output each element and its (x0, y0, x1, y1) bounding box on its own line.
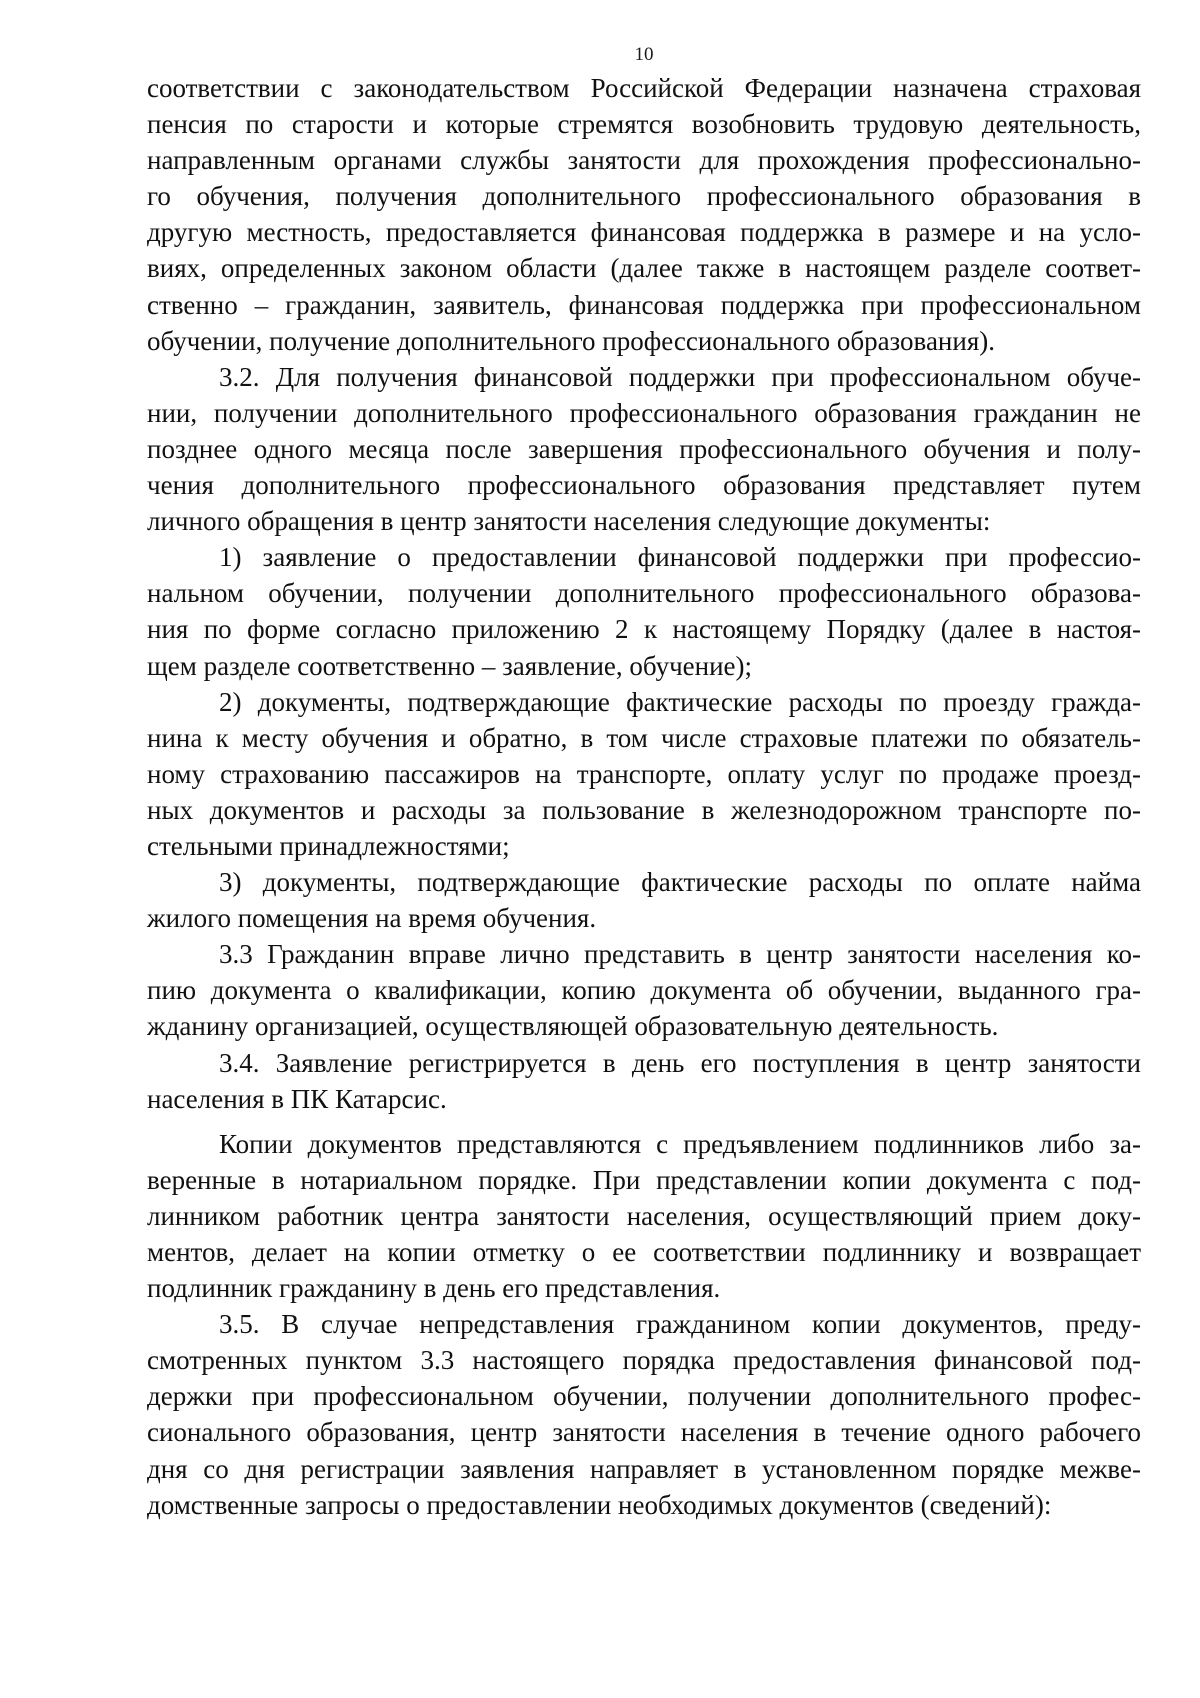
text-line: 2) документы, подтверждающие фактические расходы по проезду гражда- (219, 686, 1141, 717)
text-line: другую местность, предоставляется финансовая поддержка в размере и на усло- (147, 217, 1141, 248)
text-line: чения дополнительного профессионального образования представляет путем (147, 470, 1141, 501)
text-line: Копии документов представляются с предъявлением подлинников либо за- (219, 1128, 1141, 1159)
text-line: нина к месту обучения и обратно, в том числе страховые платежи по обязатель- (147, 722, 1141, 753)
text-line: веренные в нотариальном порядке. При представлении копии документа с под- (147, 1164, 1141, 1195)
text-line: ния по форме согласно приложению 2 к настоящему Порядку (далее в настоя- (147, 614, 1141, 645)
text-line: линником работник центра занятости населения, осуществляющий прием доку- (147, 1200, 1141, 1231)
text-line: направленным органами службы занятости для прохождения профессионально- (147, 145, 1141, 176)
text-line: позднее одного месяца после завершения профессионального обучения и полу- (147, 433, 1141, 464)
text-line: держки при профессиональном обучении, получении дополнительного профес- (147, 1381, 1141, 1412)
text-line: ных документов и расходы за пользование в железнодорожном транспорте по- (147, 794, 1141, 825)
text-line: щем разделе соответственно – заявление, обучение); (147, 650, 753, 681)
text-line: населения в ПК Катарсис. (147, 1083, 447, 1114)
text-line: домственные запросы о предоставлении необходимых документов (сведений): (147, 1489, 1052, 1520)
text-line: сионального образования, центр занятости населения в течение одного рабочего (147, 1417, 1141, 1448)
text-line: нии, получении дополнительного профессионального образования гражданин не (147, 397, 1141, 428)
text-line: дня со дня регистрации заявления направляет в установленном порядке межве- (147, 1453, 1141, 1484)
text-line: обучении, получение дополнительного профессионального образования). (147, 325, 995, 356)
text-line: виях, определенных законом области (далее также в настоящем разделе соответ- (147, 253, 1141, 284)
text-line: 1) заявление о предоставлении финансовой поддержки при профессио- (219, 542, 1141, 573)
text-line: личного обращения в центр занятости населения следующие документы: (147, 506, 991, 537)
document-body (147, 70, 1141, 1523)
text-line: 3.2. Для получения финансовой поддержки при профессиональном обуче- (219, 361, 1141, 392)
text-line: 3.5. В случае непредставления гражданином копии документов, преду- (219, 1309, 1141, 1340)
text-line: подлинник гражданину в день его представления. (147, 1273, 721, 1304)
text-line: жданину организацией, осуществляющей образовательную деятельность. (147, 1011, 999, 1042)
text-line: смотренных пунктом 3.3 настоящего порядка предоставления финансовой под- (147, 1345, 1141, 1376)
text-line: 3) документы, подтверждающие фактические расходы по оплате найма (219, 867, 1141, 898)
text-line: ментов, делает на копии отметку о ее соответствии подлиннику и возвращает (147, 1237, 1141, 1267)
text-line: стельными принадлежностями; (147, 830, 510, 861)
text-line: нальном обучении, получении дополнительного профессионального образова- (147, 578, 1141, 609)
text-line: жилого помещения на время обучения. (147, 903, 597, 934)
text-line: соответствии с законодательством Российской Федерации назначена страховая (147, 73, 1141, 103)
text-line: пию документа о квалификации, копию документа об обучении, выданного гра- (147, 975, 1141, 1006)
text-line: 3.4. Заявление регистрируется в день его поступления в центр занятости (219, 1047, 1141, 1078)
text-line: ному страхованию пассажиров на транспорте, оплату услуг по продаже проезд- (147, 758, 1141, 789)
page-number: 10 (634, 44, 654, 65)
text-line: пенсия по старости и которые стремятся возобновить трудовую деятельность, (147, 109, 1141, 140)
text-line: 3.3 Гражданин вправе лично представить в центр занятости населения ко- (219, 939, 1141, 970)
text-line: ственно – гражданин, заявитель, финансовая поддержка при профессиональном (147, 289, 1141, 320)
text-line: го обучения, получения дополнительного профессионального образования в (147, 181, 1141, 212)
